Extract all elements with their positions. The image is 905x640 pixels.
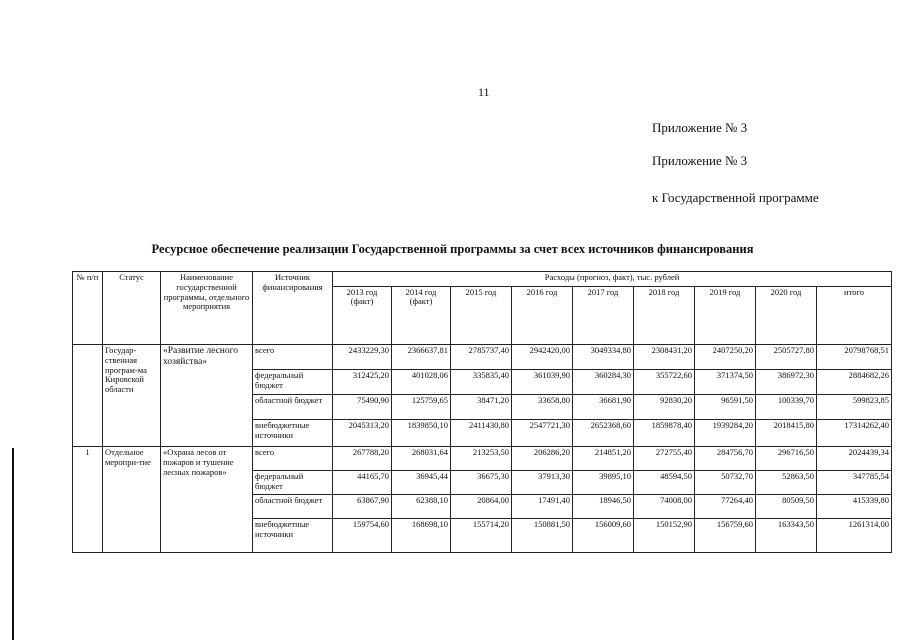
row-num: 1	[73, 447, 103, 553]
value-cell: 213253,50	[451, 447, 512, 471]
header-year: 2017 год	[573, 286, 634, 344]
table-row	[73, 345, 892, 370]
value-cell: 155714,20	[451, 519, 512, 553]
value-cell: 268031,64	[392, 447, 451, 471]
value-cell: 63867,90	[333, 495, 392, 519]
header-year: 2013 год (факт)	[333, 286, 392, 344]
appendix-line-3: к Государственной программе	[652, 190, 819, 205]
total-cell: 1261314,00	[817, 519, 892, 553]
header-year: 2019 год	[695, 286, 756, 344]
header-year: 2014 год (факт)	[392, 286, 451, 344]
row-status: Отдельное меропри-тие	[103, 447, 161, 553]
header-expenses: Расходы (прогноз, факт), тыс. рублей	[333, 272, 892, 287]
row-source: всего	[253, 447, 333, 471]
value-cell: 386972,30	[756, 370, 817, 395]
appendix-line-1: Приложение № 3	[652, 120, 748, 135]
value-cell: 48594,50	[634, 471, 695, 495]
value-cell: 38471,20	[451, 395, 512, 420]
value-cell: 125759,65	[392, 395, 451, 420]
value-cell: 267788,20	[333, 447, 392, 471]
value-cell: 100339,70	[756, 395, 817, 420]
value-cell: 1839850,10	[392, 420, 451, 447]
value-cell: 2652368,60	[573, 420, 634, 447]
value-cell: 2785737,40	[451, 345, 512, 370]
value-cell: 296716,50	[756, 447, 817, 471]
total-cell: 599823,85	[817, 395, 892, 420]
row-source: областной бюджет	[253, 495, 333, 519]
total-cell: 2884682,26	[817, 370, 892, 395]
value-cell: 156009,60	[573, 519, 634, 553]
value-cell: 18946,50	[573, 495, 634, 519]
header-year: 2018 год	[634, 286, 695, 344]
value-cell: 1939284,20	[695, 420, 756, 447]
value-cell: 355722,60	[634, 370, 695, 395]
value-cell: 77264,40	[695, 495, 756, 519]
value-cell: 2505727,80	[756, 345, 817, 370]
value-cell: 2045313,20	[333, 420, 392, 447]
header-status: Статус	[103, 272, 161, 345]
scan-artifact-line	[12, 448, 14, 640]
row-source: внебюджетные источники	[253, 420, 333, 447]
value-cell: 272755,40	[634, 447, 695, 471]
value-cell: 159754,60	[333, 519, 392, 553]
value-cell: 2411430,80	[451, 420, 512, 447]
value-cell: 150152,90	[634, 519, 695, 553]
value-cell: 96591,50	[695, 395, 756, 420]
value-cell: 2308431,20	[634, 345, 695, 370]
row-status: Государ-ственная програм-ма Кировской области	[103, 345, 161, 447]
header-name: Наименование государственной программы, отдельного мероприятия	[161, 272, 253, 345]
value-cell: 163343,50	[756, 519, 817, 553]
value-cell: 1859878,40	[634, 420, 695, 447]
row-source: областной бюджет	[253, 395, 333, 420]
value-cell: 360284,30	[573, 370, 634, 395]
total-cell: 347785,54	[817, 471, 892, 495]
header-num: № п/п	[73, 272, 103, 345]
document-title: Ресурсное обеспечение реализации Государственной программы за счет всех источников финансирования	[151, 242, 754, 256]
row-program-name: «Развитие лесного хозяйства»	[161, 345, 253, 447]
header-source: Источник финансирования	[253, 272, 333, 345]
value-cell: 150881,50	[512, 519, 573, 553]
row-source: федеральный бюджет	[253, 370, 333, 395]
header-year: 2015 год	[451, 286, 512, 344]
value-cell: 2366637,81	[392, 345, 451, 370]
value-cell: 3049334,80	[573, 345, 634, 370]
value-cell: 36675,30	[451, 471, 512, 495]
total-cell: 2024439,34	[817, 447, 892, 471]
header-year: 2020 год	[756, 286, 817, 344]
row-num	[73, 345, 103, 447]
value-cell: 92830,20	[634, 395, 695, 420]
value-cell: 80509,50	[756, 495, 817, 519]
row-source: всего	[253, 345, 333, 370]
value-cell: 39895,10	[573, 471, 634, 495]
value-cell: 2433229,30	[333, 345, 392, 370]
value-cell: 17491,40	[512, 495, 573, 519]
row-source: федеральный бюджет	[253, 471, 333, 495]
appendix-line-2: Приложение № 3	[652, 153, 748, 168]
resource-table	[72, 271, 892, 553]
value-cell: 36681,90	[573, 395, 634, 420]
total-cell: 17314262,40	[817, 420, 892, 447]
value-cell: 50732,70	[695, 471, 756, 495]
value-cell: 371374,50	[695, 370, 756, 395]
table-row	[73, 447, 892, 471]
value-cell: 2407250,20	[695, 345, 756, 370]
value-cell: 75490,90	[333, 395, 392, 420]
value-cell: 168698,10	[392, 519, 451, 553]
row-source: внебюджетные источники	[253, 519, 333, 553]
value-cell: 312425,20	[333, 370, 392, 395]
value-cell: 361039,90	[512, 370, 573, 395]
value-cell: 20864,00	[451, 495, 512, 519]
total-cell: 415339,80	[817, 495, 892, 519]
value-cell: 401028,06	[392, 370, 451, 395]
value-cell: 36945,44	[392, 471, 451, 495]
value-cell: 33658,80	[512, 395, 573, 420]
page-number: 11	[478, 85, 490, 99]
value-cell: 2547721,30	[512, 420, 573, 447]
total-cell: 20798768,51	[817, 345, 892, 370]
value-cell: 52863,50	[756, 471, 817, 495]
value-cell: 206286,20	[512, 447, 573, 471]
value-cell: 2942420,00	[512, 345, 573, 370]
row-program-name: «Охрана лесов от пожаров и тушение лесных пожаров»	[161, 447, 253, 553]
value-cell: 2018415,80	[756, 420, 817, 447]
value-cell: 284756,70	[695, 447, 756, 471]
value-cell: 37913,30	[512, 471, 573, 495]
header-year: 2016 год	[512, 286, 573, 344]
value-cell: 44165,70	[333, 471, 392, 495]
value-cell: 62388,10	[392, 495, 451, 519]
value-cell: 74008,00	[634, 495, 695, 519]
header-total: итого	[817, 286, 892, 344]
value-cell: 214851,20	[573, 447, 634, 471]
value-cell: 156759,60	[695, 519, 756, 553]
value-cell: 335835,40	[451, 370, 512, 395]
